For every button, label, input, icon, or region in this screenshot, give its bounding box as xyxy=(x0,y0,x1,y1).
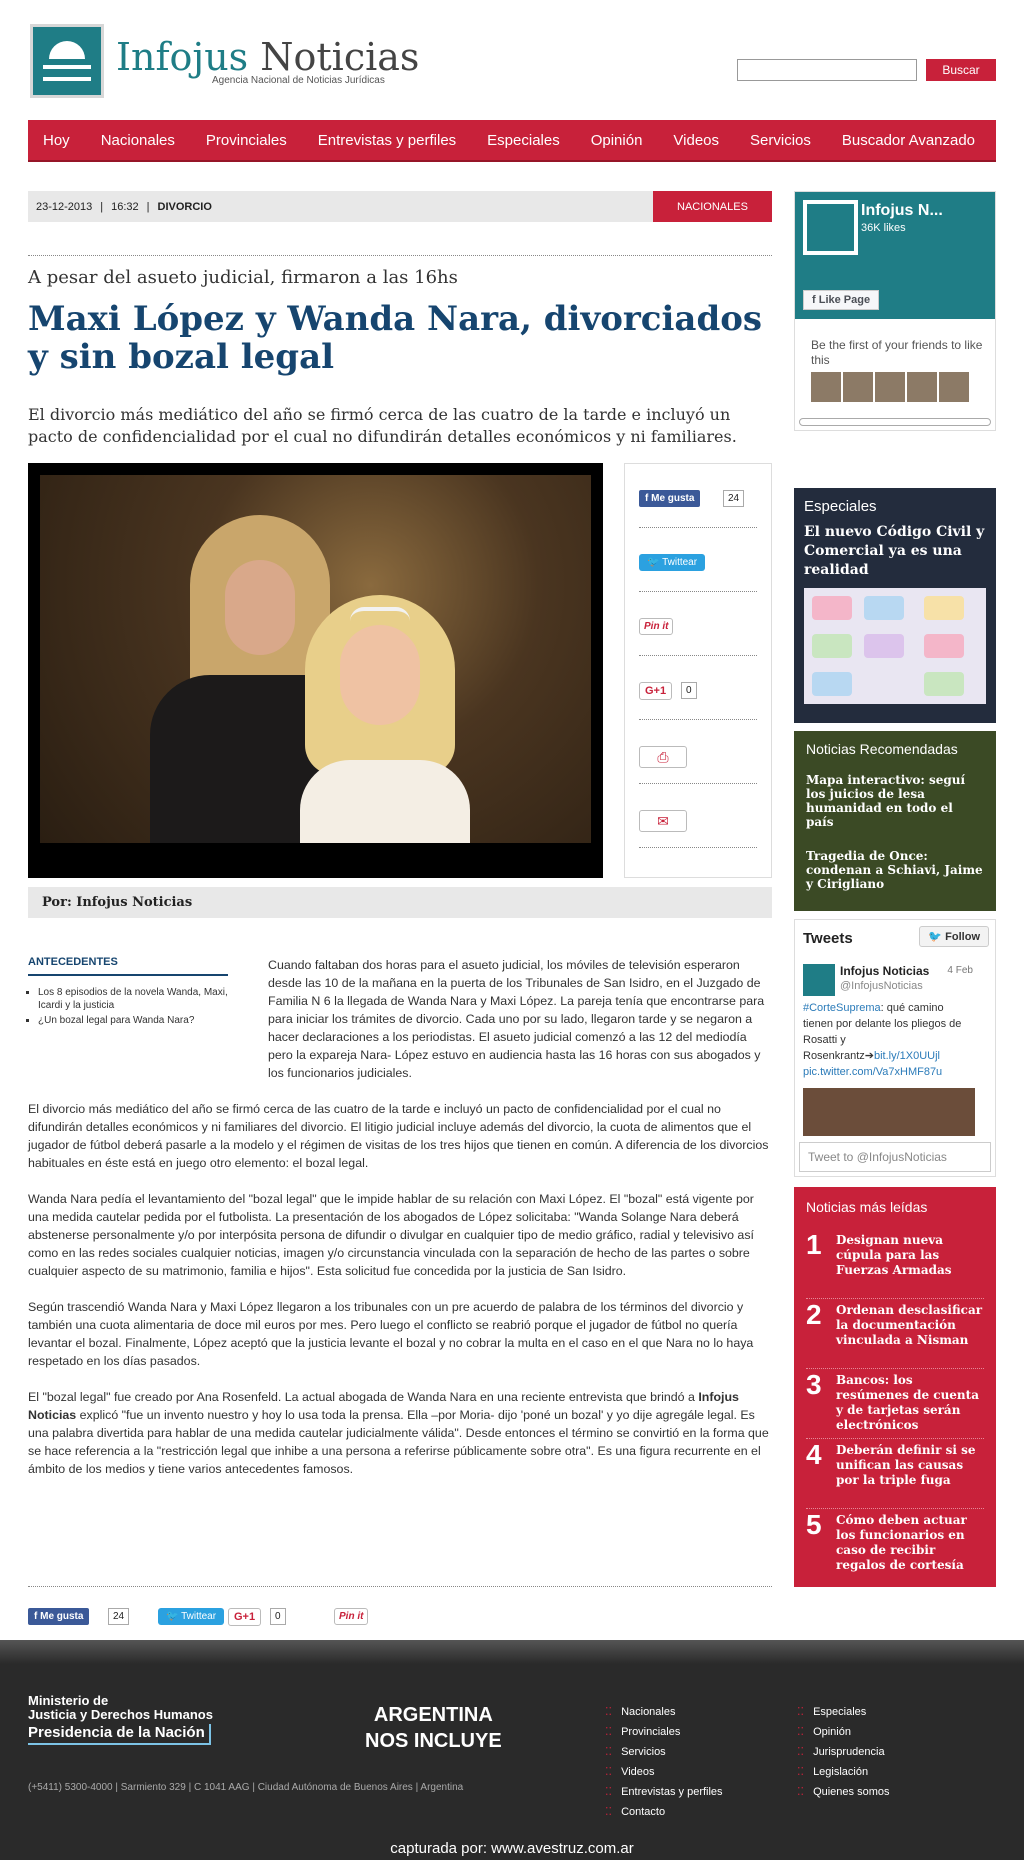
footer-link[interactable]: ⁚⁚ Servicios xyxy=(605,1742,723,1762)
presidencia-logo[interactable]: Presidencia de la Nación xyxy=(28,1724,211,1745)
mas-leida-item[interactable]: 3 Bancos: los resúmenes de cuenta y de tarjetas serán electrónicos xyxy=(806,1369,984,1439)
facebook-like-count: 24 xyxy=(723,490,744,507)
recomendadas-box xyxy=(794,731,996,911)
footer-link[interactable]: ⁚⁚ Contacto xyxy=(605,1802,723,1822)
footer-links-col1 xyxy=(605,1702,723,1822)
google-plus-count: 0 xyxy=(681,682,697,699)
footer-link[interactable]: ⁚⁚ Videos xyxy=(605,1762,723,1782)
article-headline: Maxi López y Wanda Nara, divorciados y sin bozal legal xyxy=(28,299,763,377)
footer-link[interactable]: ⁚⁚ Opinión xyxy=(797,1722,890,1742)
scrollbar[interactable] xyxy=(799,418,991,426)
page-avatar xyxy=(803,200,858,255)
tweet-image[interactable] xyxy=(803,1088,975,1136)
article-paragraph: El divorcio más mediático del año se firmó cerca de las cuatro de la tarde e incluyó un pacto de confidencialidad por el cual no difundirán detalles económicos y ni familiares del divorcio. El litigio judicial incluye además del divorcio, la cuota de alimentos que el jugador de fútbol deberá pasarle a la modelo y el régimen de visitas de los tres hijos que tienen en común. A diferencia de los divorcios habituales en éste está en juego otro elemento: el bozal legal. xyxy=(28,1102,769,1170)
article-byline: Por: Infojus Noticias xyxy=(28,887,772,918)
footer-link[interactable]: ⁚⁚ Entrevistas y perfiles xyxy=(605,1782,723,1802)
mas-leidas-title: Noticias más leídas xyxy=(806,1199,928,1215)
antecedentes-title: ANTECEDENTES xyxy=(28,956,228,976)
logo-title: Infojus Noticias xyxy=(116,34,420,79)
tweet-reply-input[interactable]: Tweet to @InfojusNoticias xyxy=(799,1142,991,1172)
article-time: 16:32 xyxy=(111,200,139,213)
mas-leidas-box xyxy=(794,1187,996,1587)
tweet-text: #CorteSuprema: qué camino tienen por delante los pliegos de Rosatti y Rosenkrantz➔bit.ly/1X0UUjl pic.twitter.com/Va7xHMF87u xyxy=(803,1002,962,1078)
site-footer xyxy=(0,1640,1024,1860)
facebook-like-button[interactable]: f Me gusta xyxy=(28,1608,89,1625)
google-plus-button[interactable]: G+1 xyxy=(228,1608,261,1626)
article-kicker: A pesar del asueto judicial, firmaron a las 16hs xyxy=(28,267,458,288)
ministerio-logo[interactable]: Ministerio de Justicia y Derechos Humanos xyxy=(28,1693,213,1722)
article-photo xyxy=(28,463,603,878)
article-paragraph: El "bozal legal" fue creado por Ana Rosenfeld. La actual abogada de Wanda Nara en una reciente entrevista que brindó a Infojus Noticias explicó "fue un invento nuestro y hoy lo usa toda la prensa. Ella –por Moria- dijo 'poné un bozal' y yo dije agregále legal. Es una palabra divertida para hablar de una medida cautelar judicialmente válida". Desde entonces el término se convirtió en la forma que se hace referencia a la "restricción legal que inhibe a una persona a referirse públicamente sobre otra". Es una figura recurrente en el ámbito de los medios y tiene varios antecedentes famosos. xyxy=(28,1390,769,1476)
site-logo[interactable] xyxy=(30,24,419,98)
divider xyxy=(28,1586,772,1587)
pinterest-button[interactable]: Pin it xyxy=(334,1608,368,1625)
article-paragraph: Cuando faltaban dos horas para el asueto judicial, los móviles de televisión esperaron desde las 10 de la mañana en la puerta de los Tribunales de San Isidro, en el Juzgado de Familia N 6 la llegada de Wanda Nara y Maxi López. La pareja tenía que encontrarse para para iniciar los trámites de divorcio. Cada uno por su lado, llegaron tarde y se negaron a hacer declaraciones a los periodistas. El asueto judicial comenzó a las 12 del mediodía pero la expareja Nara- López estuvo en audiencia hasta las 16 horas con sus abogados y los funcionarios judiciales. xyxy=(268,958,765,1080)
article-tag[interactable]: DIVORCIO xyxy=(157,200,212,213)
article-date: 23-12-2013 xyxy=(36,200,93,213)
article-lead: El divorcio más mediático del año se firmó cerca de las cuatro de la tarde e incluyó un pacto de confidencialidad por el cual no difundirán detalles económicos y ni familiares. xyxy=(28,405,737,446)
print-icon[interactable]: ⎙ xyxy=(639,746,687,768)
article-paragraph: Wanda Nara pedía el levantamiento del "bozal legal" que le impide hablar de su relación con Maxi López. El "bozal" está vigente por una medida cautelar pedida por el futbolista. La presentación de los abogados de López solicitaba: "Wanda Solange Nara deberá abstenerse personalmente y/o por interpósita persona de difundir o divulgar en cualquier tipo de medio gráfico, radial y televisivo así como en las redes sociales cualquier noticias, imagen y/o circunstancia vinculada con la separación de hecho de las partes o sobre cualquier aspecto de su matrimonio, familia e hijos". Esta solicitud fue concedida por la justicia de San Isidro. xyxy=(28,1192,754,1278)
twitter-widget xyxy=(794,919,996,1177)
footer-link[interactable]: ⁚⁚ Jurisprudencia xyxy=(797,1742,890,1762)
facebook-like-button[interactable]: f Me gusta xyxy=(639,490,700,507)
footer-links-col2 xyxy=(797,1702,890,1802)
mas-leida-item[interactable]: 4 Deberán definir si se unifican las causas por la triple fuga xyxy=(806,1439,984,1509)
twitter-share-button[interactable]: 🐦 Twittear xyxy=(639,554,705,571)
logo-subtitle: Agencia Nacional de Noticias Jurídicas xyxy=(212,74,385,86)
recomendadas-title: Noticias Recomendadas xyxy=(806,741,958,757)
facebook-page-widget xyxy=(794,191,996,431)
pinterest-button[interactable]: Pin it xyxy=(639,618,673,635)
mas-leida-item[interactable]: 5 Cómo deben actuar los funcionarios en caso de recibir regalos de cortesía xyxy=(806,1509,967,1572)
fb-friends-text: Be the first of your friends to like this xyxy=(811,338,983,367)
tweet-author[interactable]: Infojus Noticias xyxy=(840,964,930,978)
tweet-date[interactable]: 4 Feb xyxy=(947,965,973,976)
nav-item-servicios[interactable]: Servicios xyxy=(750,131,811,149)
nav-item-entrevistas[interactable]: Entrevistas y perfiles xyxy=(317,131,457,149)
especiales-headline[interactable]: El nuevo Código Civil y Comercial ya es una realidad xyxy=(804,524,985,578)
nav-item-especiales[interactable]: Especiales xyxy=(487,131,560,149)
footer-link[interactable]: ⁚⁚ Quienes somos xyxy=(797,1782,890,1802)
mas-leida-item[interactable]: 2 Ordenan desclasificar la documentación vinculada a Nisman xyxy=(806,1299,984,1369)
google-plus-count: 0 xyxy=(270,1608,286,1625)
section-badge[interactable]: NACIONALES xyxy=(653,191,772,222)
especiales-image[interactable] xyxy=(804,588,986,704)
especiales-title: Especiales xyxy=(804,498,877,515)
twitter-follow-button[interactable]: 🐦 Follow xyxy=(919,926,989,947)
nav-item-opinion[interactable]: Opinión xyxy=(590,131,643,149)
email-icon[interactable]: ✉ xyxy=(639,810,687,832)
footer-link[interactable]: ⁚⁚ Nacionales xyxy=(605,1702,723,1722)
divider xyxy=(28,255,772,256)
especiales-box[interactable] xyxy=(794,488,996,723)
article-body xyxy=(28,956,772,1496)
nav-item-hoy[interactable]: Hoy xyxy=(43,131,70,149)
logo-icon xyxy=(30,24,104,98)
twitter-share-button[interactable]: 🐦 Twittear xyxy=(158,1608,224,1625)
footer-link[interactable]: ⁚⁚ Especiales xyxy=(797,1702,890,1722)
facebook-like-count: 24 xyxy=(108,1608,129,1625)
share-panel xyxy=(624,463,772,878)
nav-item-videos[interactable]: Videos xyxy=(673,131,720,149)
google-plus-button[interactable]: G+1 xyxy=(639,682,672,700)
antecedentes-link[interactable]: ▪ ¿Un bozal legal para Wanda Nara? xyxy=(38,1014,228,1027)
tweet-handle[interactable]: @InfojusNoticias xyxy=(840,980,923,992)
fb-page-title[interactable]: Infojus N... xyxy=(861,202,943,219)
nav-item-buscador[interactable]: Buscador Avanzado xyxy=(841,131,976,149)
avatar[interactable] xyxy=(803,964,835,996)
bottom-share-bar xyxy=(28,1608,772,1634)
search-input[interactable] xyxy=(737,59,917,81)
recomendada-item[interactable]: Tragedia de Once: condenan a Schiavi, Jaime y Cirigliano xyxy=(806,849,983,891)
nav-item-provinciales[interactable]: Provinciales xyxy=(205,131,287,149)
article-meta-bar: 23-12-2013 | 16:32 | DIVORCIO NACIONALES xyxy=(28,191,772,222)
recomendada-item[interactable]: Mapa interactivo: seguí los juicios de lesa humanidad en todo el país xyxy=(806,773,966,829)
fb-like-page-button[interactable]: f Like Page xyxy=(803,290,879,310)
capture-credit: capturada por: www.avestruz.com.ar xyxy=(390,1840,634,1857)
antecedentes-link[interactable]: ▪ Los 8 episodios de la novela Wanda, Maxi, Icardi y la justicia xyxy=(38,986,228,1012)
fb-friend-faces xyxy=(811,372,971,402)
footer-link[interactable]: ⁚⁚ Legislación xyxy=(797,1762,890,1782)
footer-link[interactable]: ⁚⁚ Provinciales xyxy=(605,1722,723,1742)
footer-address: (+5411) 5300-4000 | Sarmiento 329 | C 1041 AAG | Ciudad Autónoma de Buenos Aires | Argentina xyxy=(28,1782,464,1793)
main-nav xyxy=(28,120,996,162)
nav-item-nacionales[interactable]: Nacionales xyxy=(100,131,175,149)
site-header xyxy=(0,0,1024,118)
article-paragraph: Según trascendió Wanda Nara y Maxi López llegaron a los tribunales con un pre acuerdo de palabra de los términos del divorcio y también una cuota alimentaria de doce mil euros por mes. Pero luego el conflicto se reabrió porque el jugador de fútbol no quería levantar el bozal. Finalmente, López aceptó que la justicia levante el bozal y no cobrar la multa en el caso en el que Nara no lo haya respetado en los días pasados. xyxy=(28,1300,754,1368)
fb-likes-count: 36K likes xyxy=(861,222,906,234)
mas-leida-item[interactable]: 1 Designan nueva cúpula para las Fuerzas Armadas xyxy=(806,1229,984,1299)
argentina-logo: ARGENTINA NOS INCLUYE xyxy=(365,1704,502,1752)
tweets-title: Tweets xyxy=(803,930,853,947)
search-button[interactable]: Buscar xyxy=(926,59,996,81)
